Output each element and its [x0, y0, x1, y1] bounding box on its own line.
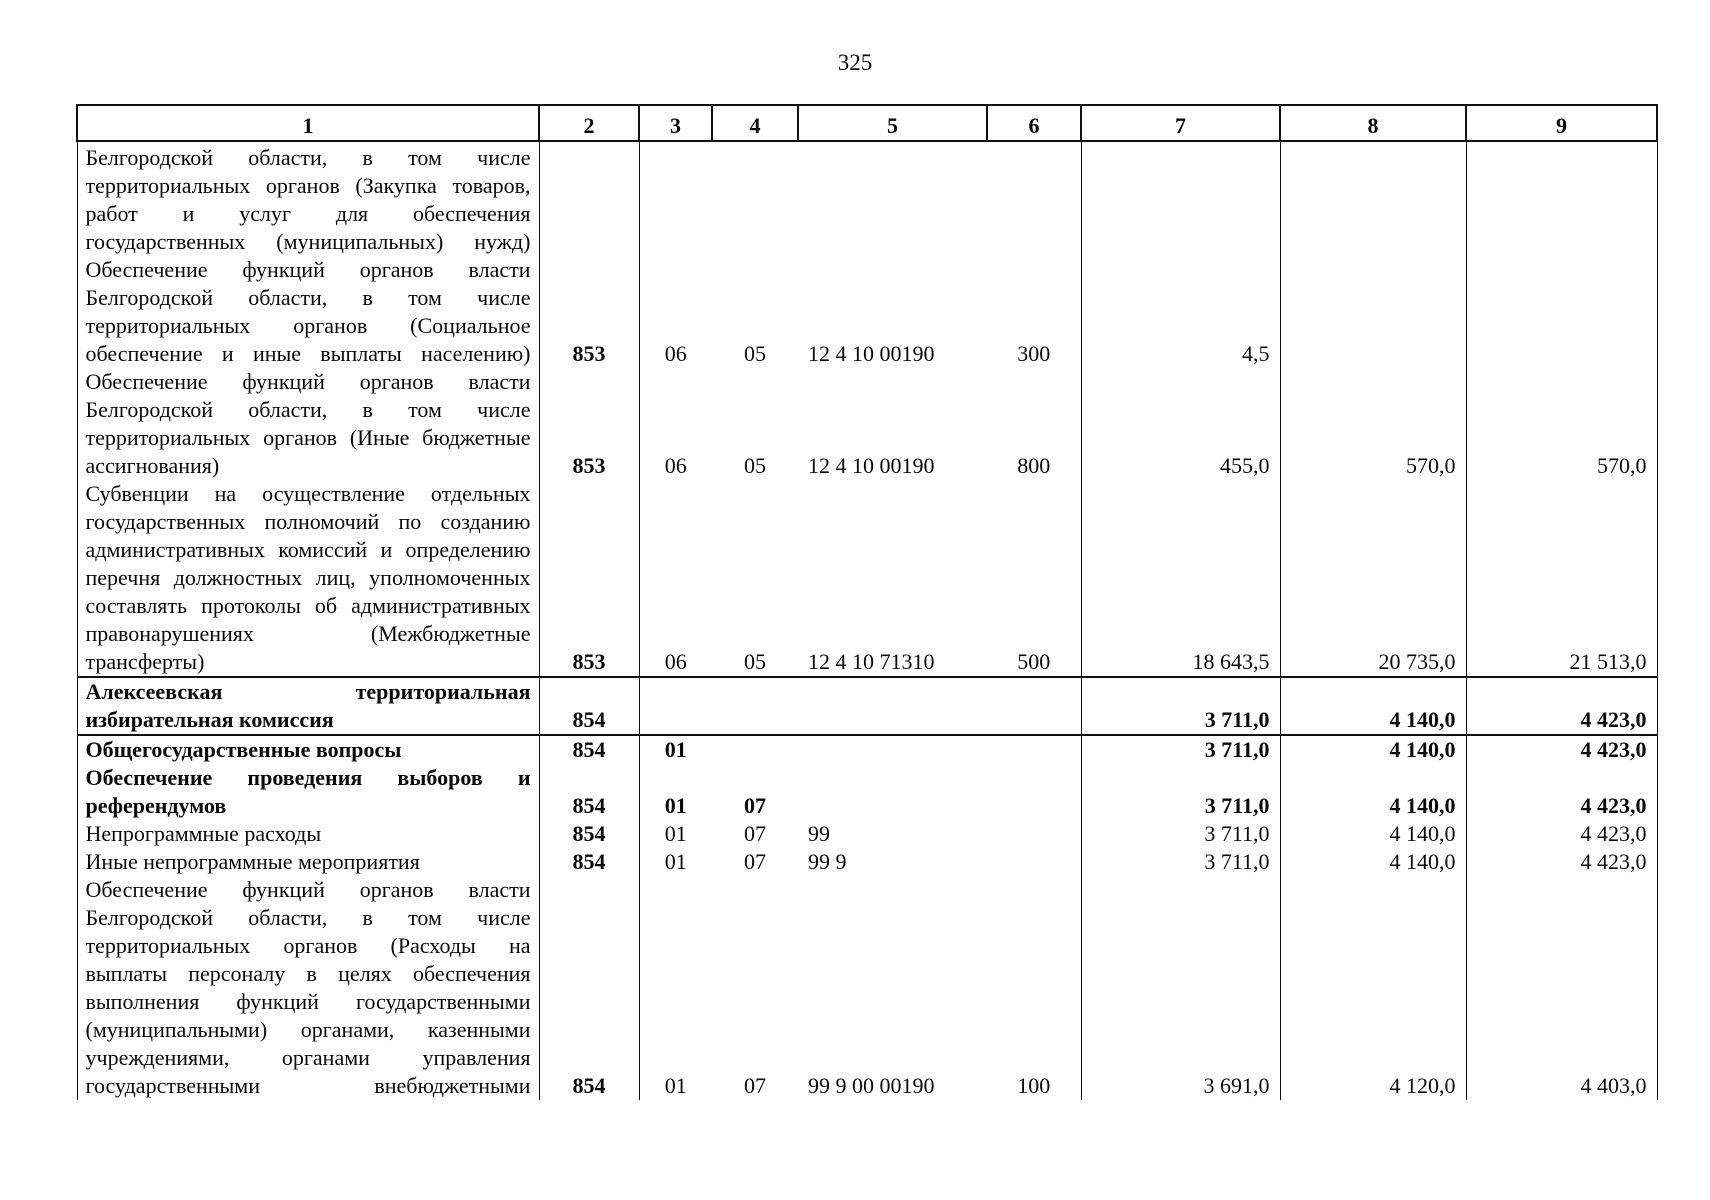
row-name: Субвенции на осуществление отдельных государственных полномочий по созданию административных комиссий и определению перечня должностных лиц, уполномоченных составлять протоколы об административных правонарушениях (Межбюджетные трансферты) — [77, 480, 539, 677]
cell-ved: 853 — [539, 480, 639, 677]
table-row — [77, 256, 1657, 368]
cell-ved: 854 — [539, 820, 639, 848]
cell-vr — [987, 141, 1081, 256]
cell-pr — [712, 677, 798, 735]
table-row — [77, 876, 1657, 1100]
table-header-row — [77, 105, 1657, 141]
cell-cs: 12 4 10 71310 — [808, 649, 935, 674]
cell-year3: 21 513,0 — [1466, 480, 1657, 677]
cell-year1: 3 711,0 — [1081, 764, 1280, 820]
cell-year3 — [1466, 256, 1657, 368]
table-row — [77, 677, 1657, 735]
cell-year1: 3 711,0 — [1081, 677, 1280, 735]
cell-vr — [987, 820, 1081, 848]
cell-pr: 05 — [744, 341, 766, 366]
cell-vr: 300 — [1017, 341, 1051, 366]
row-name: Непрограммные расходы — [77, 820, 539, 848]
cell-year1 — [1081, 141, 1280, 256]
cell-vr — [987, 764, 1081, 820]
row-name: Обеспечение функций органов власти Белгородской области, в том числе территориальных органов (Расходы на выплаты персоналу в целях обеспечения выполнения функций государственными (муниципальными) органами, казенными учреждениями, органами управления государственными внебюджетными — [77, 876, 539, 1100]
cell-year3: 570,0 — [1466, 368, 1657, 480]
page-number: 325 — [837, 50, 873, 75]
cell-vr — [987, 677, 1081, 735]
cell-year3: 4 423,0 — [1466, 820, 1657, 848]
cell-year1: 4,5 — [1081, 256, 1280, 368]
cell-ved: 853 — [539, 368, 639, 480]
cell-year1: 18 643,5 — [1081, 480, 1280, 677]
table-row — [77, 368, 1657, 480]
cell-rz: 06 — [664, 341, 687, 366]
cell-year2: 4 140,0 — [1280, 764, 1466, 820]
row-name: Иные непрограммные мероприятия — [77, 848, 539, 876]
table-row — [77, 480, 1657, 677]
cell-year3: 4 423,0 — [1466, 735, 1657, 764]
header-col-9: 9 — [1466, 105, 1657, 141]
cell-ved: 853 — [539, 256, 639, 368]
cell-pr: 07 — [744, 821, 766, 846]
table-row — [77, 764, 1657, 820]
cell-cs: 99 9 00 00190 — [808, 1073, 935, 1098]
cell-year1: 3 711,0 — [1081, 848, 1280, 876]
cell-year2: 570,0 — [1280, 368, 1466, 480]
cell-cs — [798, 735, 987, 764]
table-row — [77, 735, 1657, 764]
cell-pr — [712, 141, 798, 256]
cell-ved: 854 — [539, 735, 639, 764]
cell-year2: 4 140,0 — [1280, 848, 1466, 876]
cell-year2 — [1280, 256, 1466, 368]
cell-rz: 01 — [664, 849, 687, 874]
cell-year2: 4 140,0 — [1280, 677, 1466, 735]
cell-cs: 12 4 10 00190 — [808, 453, 935, 478]
header-col-8: 8 — [1280, 105, 1466, 141]
row-name: Обеспечение проведения выборов и референдумов — [77, 764, 539, 820]
cell-rz: 01 — [664, 793, 687, 818]
cell-vr: 500 — [1017, 649, 1051, 674]
cell-year2: 4 120,0 — [1280, 876, 1466, 1100]
cell-year3: 4 423,0 — [1466, 848, 1657, 876]
cell-cs — [798, 677, 987, 735]
cell-cs: 99 9 — [808, 849, 847, 874]
cell-rz: 06 — [664, 649, 687, 674]
cell-year2: 20 735,0 — [1280, 480, 1466, 677]
header-col-7: 7 — [1081, 105, 1280, 141]
cell-year2: 4 140,0 — [1280, 735, 1466, 764]
cell-vr: 100 — [1017, 1073, 1051, 1098]
cell-pr: 05 — [744, 649, 766, 674]
row-name: Общегосударственные вопросы — [77, 735, 539, 764]
header-col-3: 3 — [639, 105, 712, 141]
cell-rz: 01 — [664, 1073, 687, 1098]
cell-pr: 07 — [744, 849, 766, 874]
cell-year3: 4 403,0 — [1466, 876, 1657, 1100]
cell-pr: 07 — [744, 793, 766, 818]
cell-pr: 05 — [744, 453, 766, 478]
cell-year1: 455,0 — [1081, 368, 1280, 480]
cell-year2: 4 140,0 — [1280, 820, 1466, 848]
cell-ved: 854 — [539, 848, 639, 876]
table-row — [77, 141, 1657, 256]
cell-year3: 4 423,0 — [1466, 764, 1657, 820]
cell-rz — [639, 677, 712, 735]
cell-cs — [798, 764, 987, 820]
table-row — [77, 820, 1657, 848]
cell-year1: 3 711,0 — [1081, 820, 1280, 848]
row-name: Белгородской области, в том числе территориальных органов (Закупка товаров, работ и услуг для обеспечения государственных (муниципальных) нужд) — [77, 141, 539, 256]
cell-rz: 06 — [664, 453, 687, 478]
cell-pr: 07 — [744, 1073, 766, 1098]
cell-year1: 3 691,0 — [1081, 876, 1280, 1100]
cell-ved — [539, 141, 639, 256]
row-name: Обеспечение функций органов власти Белгородской области, в том числе территориальных органов (Социальное обеспечение и иные выплаты населению) — [77, 256, 539, 368]
cell-year1: 3 711,0 — [1081, 735, 1280, 764]
header-col-1: 1 — [77, 105, 539, 141]
cell-vr — [987, 848, 1081, 876]
cell-cs — [798, 141, 987, 256]
row-name: Обеспечение функций органов власти Белгородской области, в том числе территориальных органов (Иные бюджетные ассигнования) — [77, 368, 539, 480]
cell-year3: 4 423,0 — [1466, 677, 1657, 735]
header-col-6: 6 — [987, 105, 1081, 141]
cell-ved: 854 — [539, 876, 639, 1100]
cell-vr — [987, 735, 1081, 764]
header-col-4: 4 — [712, 105, 798, 141]
cell-rz — [639, 141, 712, 256]
row-name: Алексеевская территориальная избирательная комиссия — [77, 677, 539, 735]
cell-ved: 854 — [539, 764, 639, 820]
header-col-2: 2 — [539, 105, 639, 141]
cell-vr: 800 — [1017, 453, 1051, 478]
cell-rz: 01 — [664, 821, 687, 846]
header-col-5: 5 — [798, 105, 987, 141]
cell-cs: 99 — [808, 821, 830, 846]
cell-rz: 01 — [639, 735, 712, 764]
cell-cs: 12 4 10 00190 — [808, 341, 935, 366]
table-row — [77, 848, 1657, 876]
cell-pr — [712, 735, 798, 764]
cell-year3 — [1466, 141, 1657, 256]
budget-table — [76, 104, 1658, 1100]
cell-ved: 854 — [539, 677, 639, 735]
cell-year2 — [1280, 141, 1466, 256]
